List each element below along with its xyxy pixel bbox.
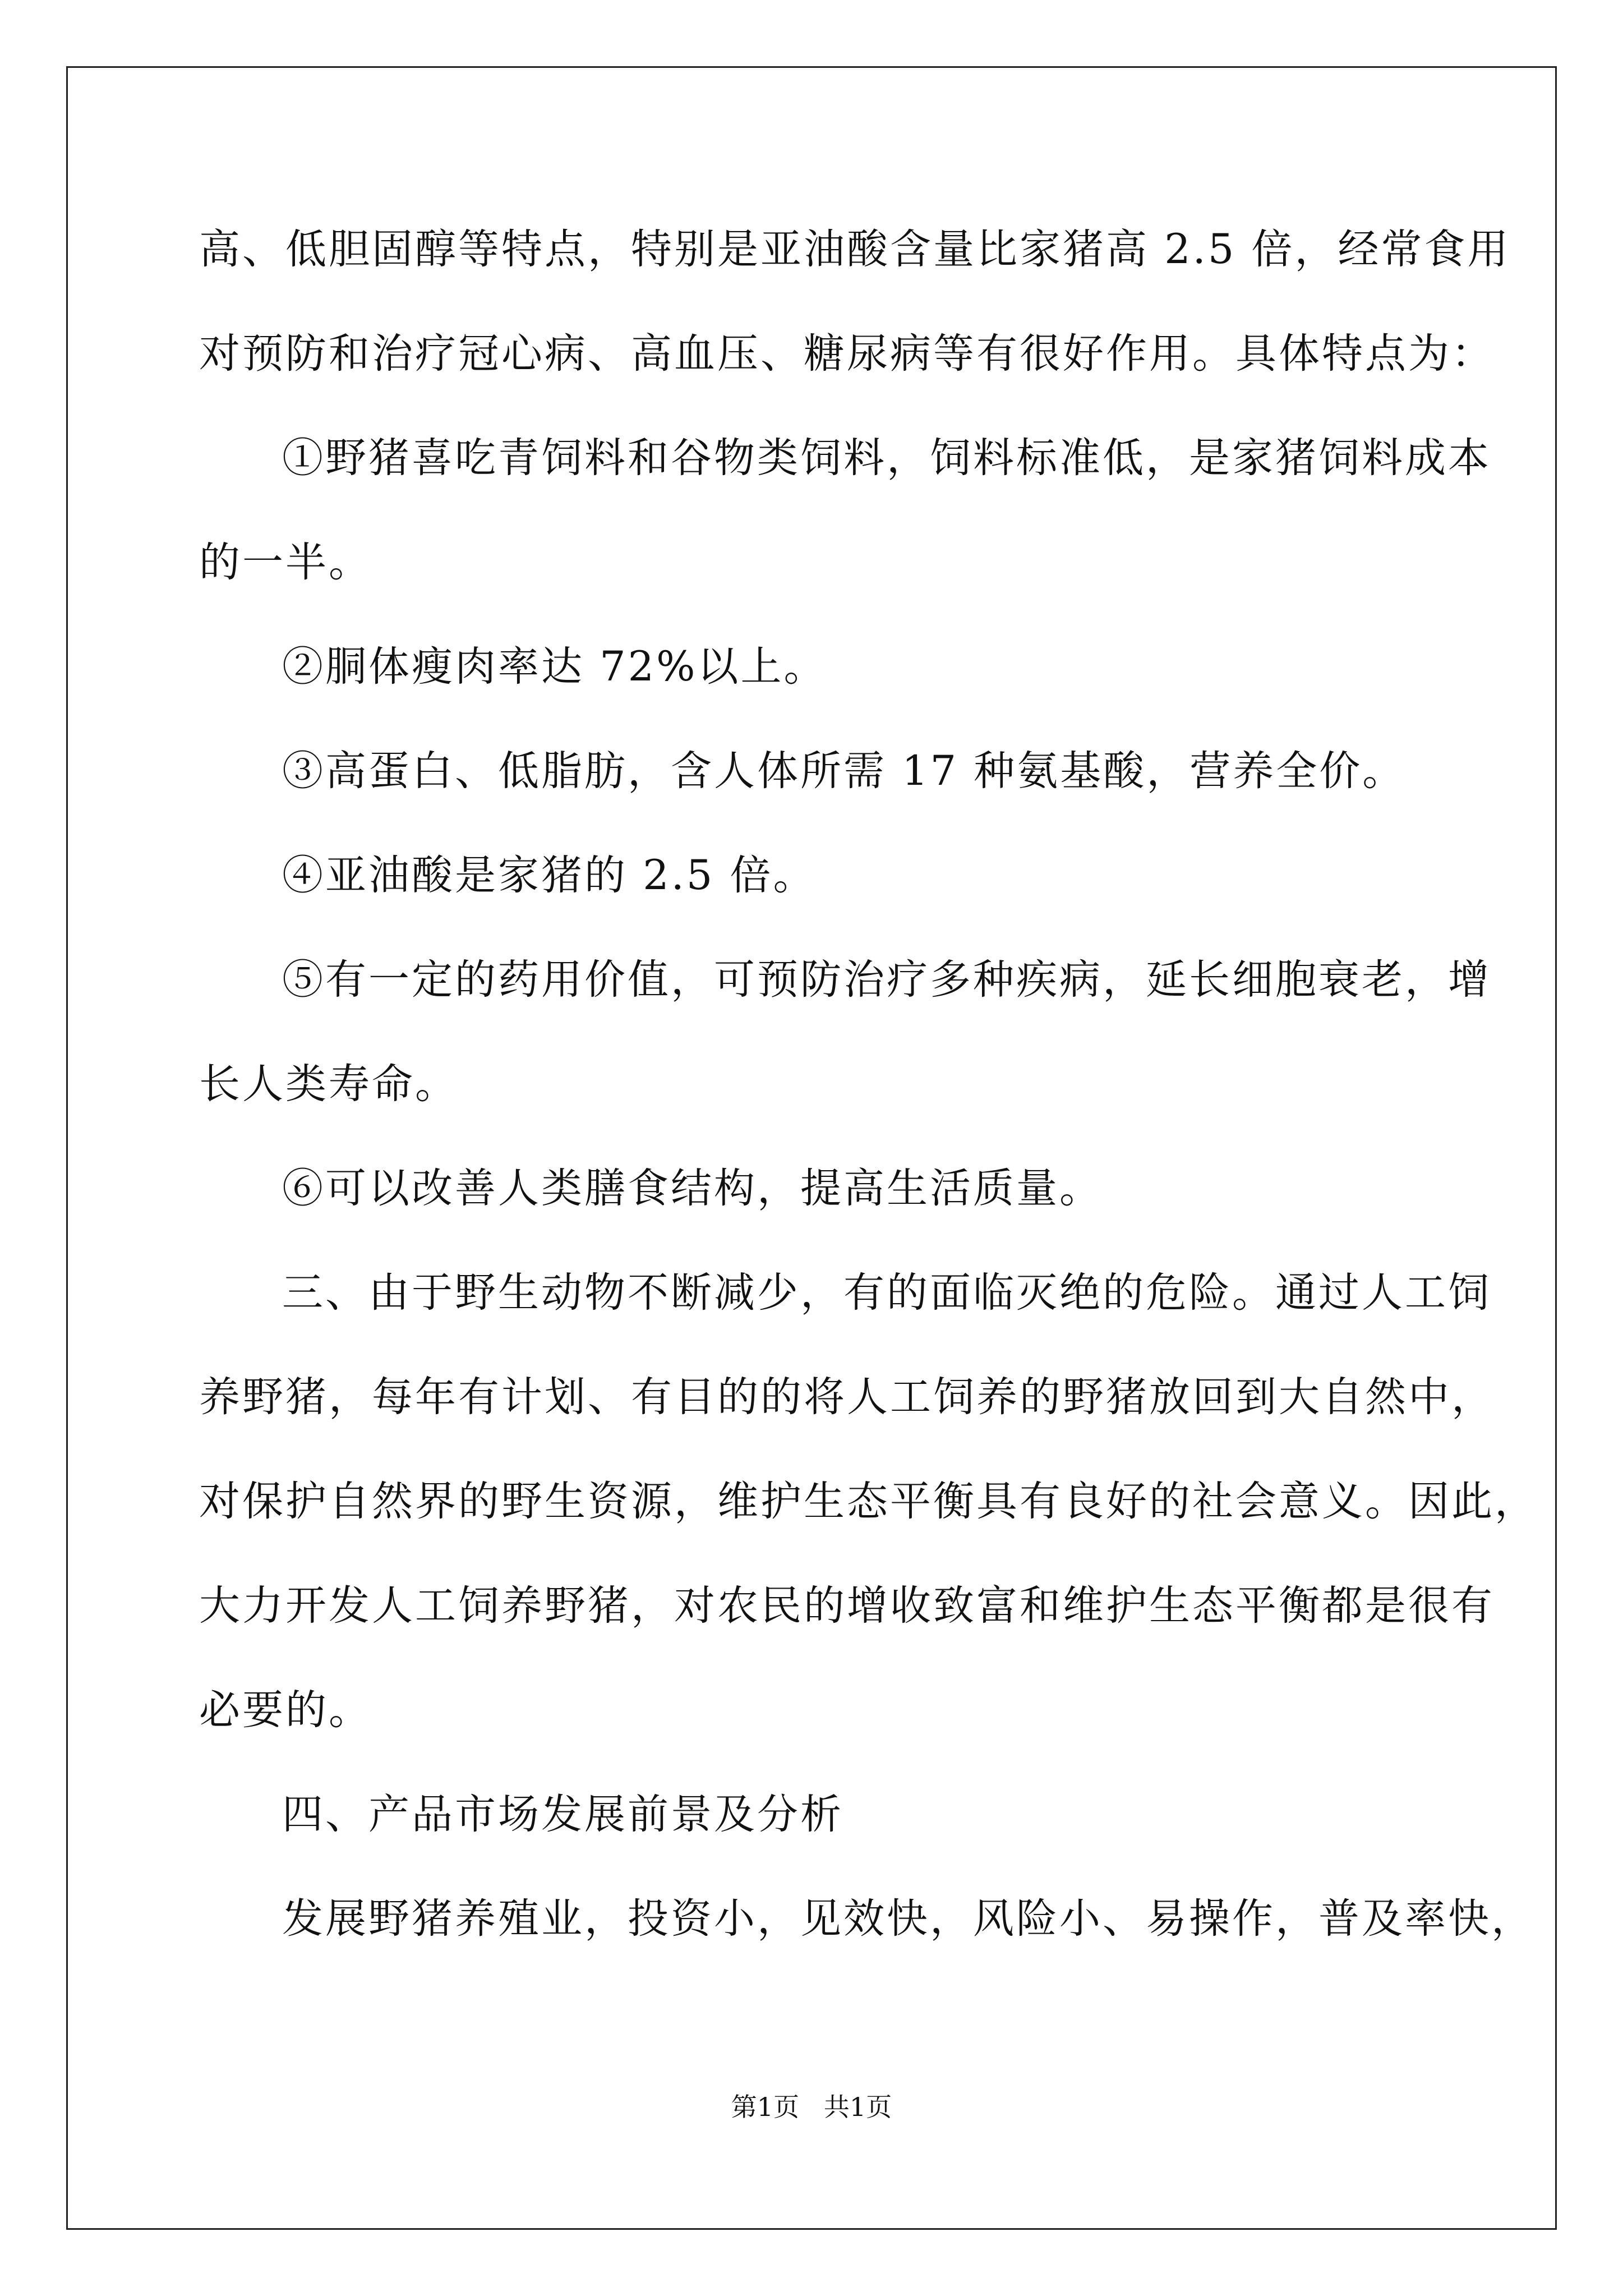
text-line: 的一半。 xyxy=(199,539,372,586)
text-line: ⑥可以改善人类膳食结构，提高生活质量。 xyxy=(282,1165,1103,1212)
text-line: 三、由于野生动物不断减少，有的面临灭绝的危险。通过人工饲 xyxy=(282,1269,1491,1317)
text-line: ①野猪喜吃青饲料和谷物类饲料，饲料标准低，是家猪饲料成本 xyxy=(282,434,1491,482)
text-line: ②胴体瘦肉率达 72%以上。 xyxy=(282,643,827,691)
text-line: 高、低胆固醇等特点，特别是亚油酸含量比家猪高 2.5 倍，经常食用 xyxy=(199,226,1511,273)
document-body xyxy=(199,219,1538,1993)
text-line: 必要的。 xyxy=(199,1686,372,1734)
text-line: 发展野猪养殖业，投资小，见效快，风险小、易操作，普及率快， xyxy=(282,1895,1534,1943)
section-heading: 四、产品市场发展前景及分析 xyxy=(282,1791,843,1838)
text-line: 长人类寿命。 xyxy=(199,1060,458,1108)
text-line: 养野猪，每年有计划、有目的的将人工饲养的野猪放回到大自然中， xyxy=(199,1373,1495,1421)
text-line: ⑤有一定的药用价值，可预防治疗多种疾病，延长细胞衰老，增 xyxy=(282,956,1491,1004)
text-line: 对保护自然界的野生资源，维护生态平衡具有良好的社会意义。因此， xyxy=(199,1478,1538,1525)
text-line: 大力开发人工饲养野猪，对农民的增收致富和维护生态平衡都是很有 xyxy=(199,1582,1495,1630)
page-footer: 第1页 共1页 xyxy=(731,2092,892,2122)
text-line: 对预防和治疗冠心病、高血压、糖尿病等有很好作用。具体特点为： xyxy=(199,330,1495,378)
text-line: ④亚油酸是家猪的 2.5 倍。 xyxy=(282,852,817,899)
text-line: ③高蛋白、低脂肪，含人体所需 17 种氨基酸，营养全价。 xyxy=(282,747,1406,795)
